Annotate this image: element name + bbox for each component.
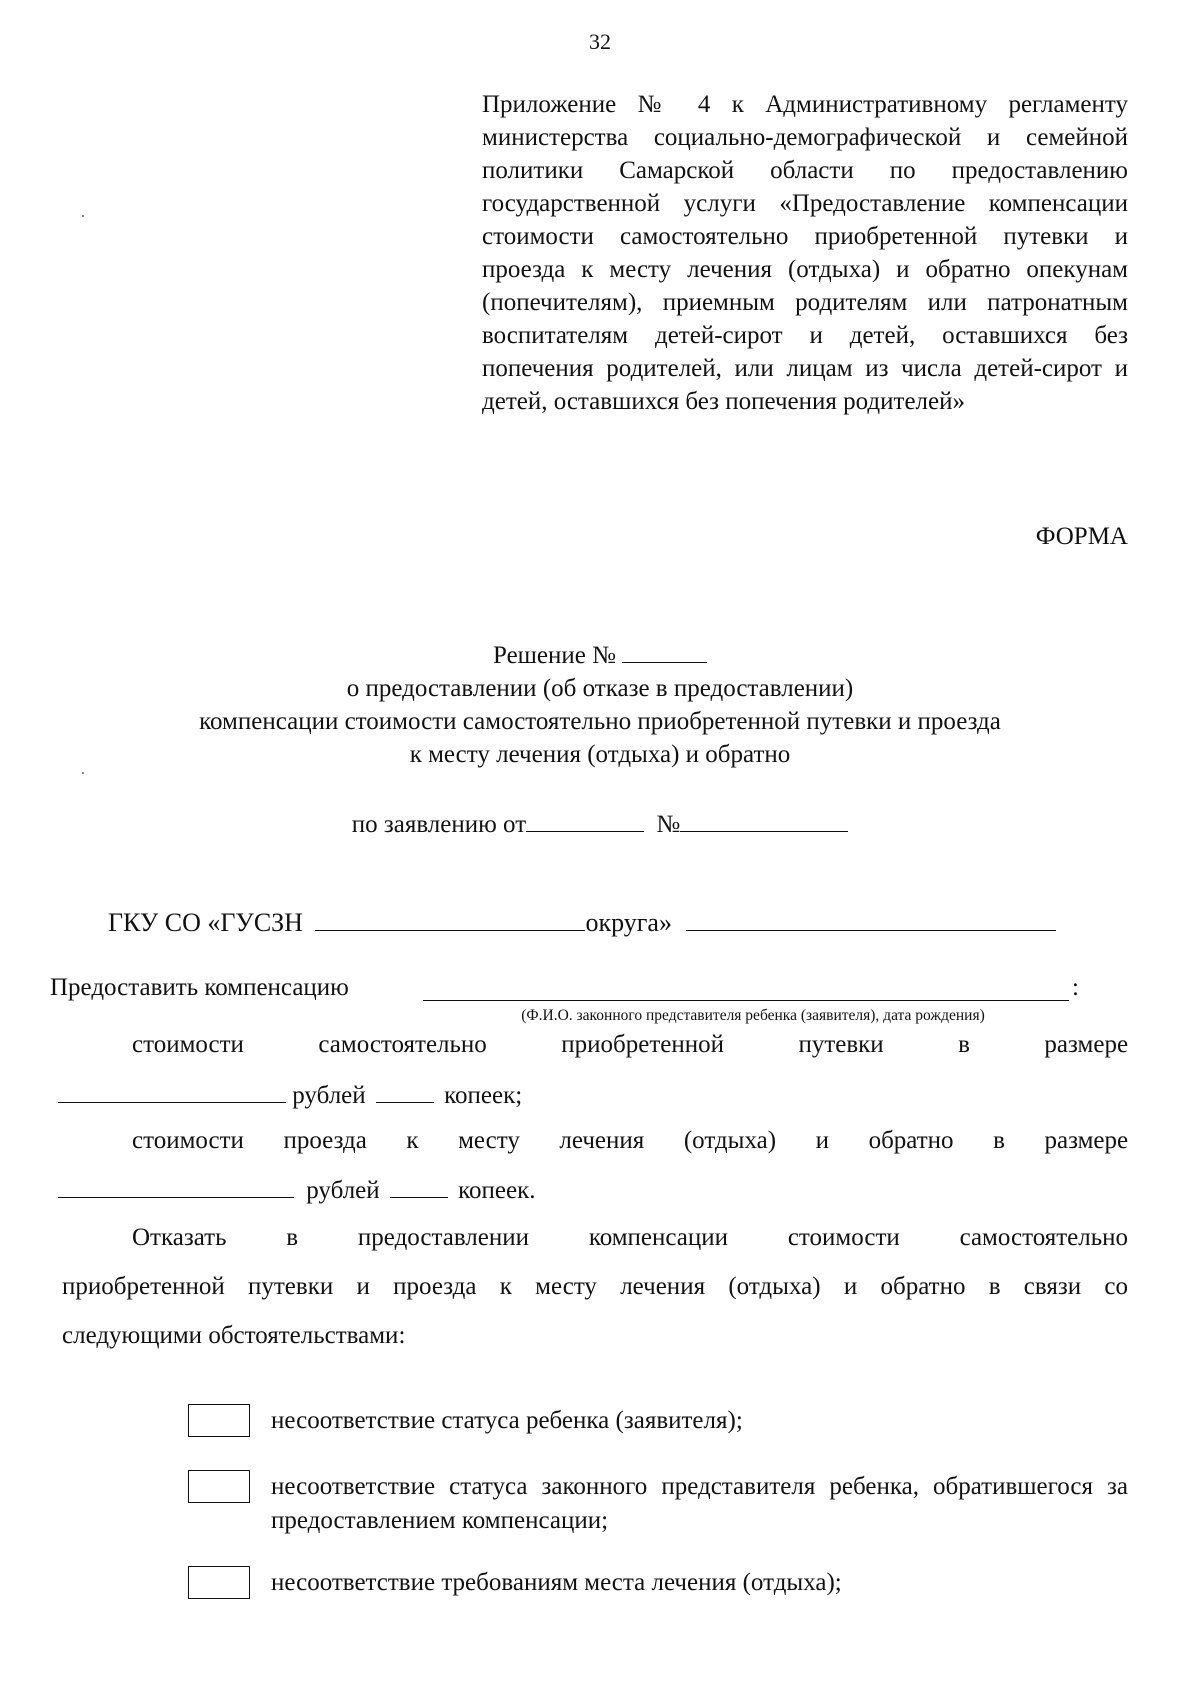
decision-title-block [0, 638, 1200, 771]
word: приобретенной [561, 1031, 724, 1058]
reason-text: несоответствие статуса законного представителя ребенка, обратившегося за предоставлением компенсации; [271, 1473, 1128, 1534]
statement-prefix: по заявлению от [351, 811, 527, 838]
refusal-line-2: приобретенной путевки и проезда к месту лечения (отдыха) и обратно в связи со [62, 1273, 1128, 1300]
reason-text: несоответствие требованиям места лечения (отдыха); [271, 1569, 842, 1596]
applicant-caption: (Ф.И.О. законного представителя ребенка (заявителя), дата рождения) [521, 1007, 985, 1024]
refusal-line-1: Отказать в предоставлении компенсации стоимости самостоятельно [132, 1224, 1128, 1251]
travel-kopecks-label: копеек. [458, 1177, 536, 1204]
decision-subtitle-1: о предоставлении (об отказе в предоставлении) [346, 675, 854, 702]
travel-amount-row [58, 1173, 535, 1207]
decision-title: Решение № [493, 642, 616, 669]
voucher-amount-row [58, 1078, 522, 1112]
travel-rubles-blank[interactable] [58, 1173, 294, 1198]
scan-speck [82, 215, 84, 217]
grant-colon: : [1072, 974, 1079, 1001]
organization-prefix: ГКУ СО «ГУСЗН [108, 908, 303, 937]
voucher-rubles-blank[interactable] [58, 1078, 286, 1103]
word: обратно [868, 1127, 954, 1154]
travel-rubles-label: рублей [306, 1177, 380, 1204]
organization-name-blank[interactable] [315, 906, 585, 931]
word: размере [1044, 1031, 1129, 1058]
statement-date-blank[interactable] [526, 807, 644, 832]
organization-middle: округа» [585, 908, 672, 937]
voucher-kopecks-label: копеек; [444, 1082, 523, 1109]
voucher-kopecks-blank[interactable] [376, 1078, 434, 1103]
organization-district-blank[interactable] [686, 906, 1056, 931]
refusal-line-3: следующими обстоятельствами: [62, 1322, 406, 1349]
voucher-rubles-label: рублей [292, 1082, 366, 1109]
organization-line [108, 906, 1056, 939]
reason-checkbox[interactable] [188, 1470, 250, 1503]
word: стоимости [132, 1127, 244, 1154]
word: в [958, 1031, 970, 1058]
scan-speck [82, 772, 84, 774]
statement-number-blank[interactable] [680, 807, 848, 832]
word: путевки [798, 1031, 884, 1058]
appendix-header: Приложение № 4 к Административному регламенту министерства социально-демографической и семейной политики Самарской области по предоставлению государственной услуги «Предоставление компенсации стоимости самостоятельно приобретенной путевки и проезда к месту лечения (отдыха) и обратно опекунам (попечителям), приемным родителям или патронатным воспитателям детей-сирот и детей, оставшихся без попечения родителей, или лицам из числа детей-сирот и детей, оставшихся без попечения родителей» [482, 91, 1128, 415]
applicant-name-blank[interactable] [423, 972, 1069, 1001]
word: самостоятельно [318, 1031, 487, 1058]
voucher-cost-line [132, 1029, 1128, 1061]
travel-cost-line [132, 1125, 1128, 1157]
form-label: ФОРМА [1035, 523, 1128, 550]
word: стоимости [132, 1031, 244, 1058]
word: к [406, 1127, 419, 1154]
word: лечения [559, 1127, 645, 1154]
word: в [993, 1127, 1005, 1154]
reason-checkbox[interactable] [188, 1566, 250, 1599]
decision-number-blank[interactable] [622, 638, 707, 663]
statement-line [0, 807, 1200, 841]
word: месту [458, 1127, 520, 1154]
decision-subtitle-2: компенсации стоимости самостоятельно приобретенной путевки и проезда [199, 708, 1001, 735]
statement-number-sign: № [656, 811, 681, 838]
word: и [815, 1127, 829, 1154]
travel-kopecks-blank[interactable] [390, 1173, 448, 1198]
reason-checkbox[interactable] [188, 1404, 250, 1437]
word: проезда [283, 1127, 367, 1154]
decision-subtitle-3: к месту лечения (отдыха) и обратно [409, 741, 791, 768]
word: (отдыха) [683, 1127, 777, 1154]
word: размере [1044, 1127, 1129, 1154]
reason-text: несоответствие статуса ребенка (заявителя); [271, 1407, 743, 1434]
decision-title-line [0, 638, 1200, 672]
page-number: 32 [589, 29, 611, 54]
grant-label: Предоставить компенсацию [50, 974, 349, 1001]
